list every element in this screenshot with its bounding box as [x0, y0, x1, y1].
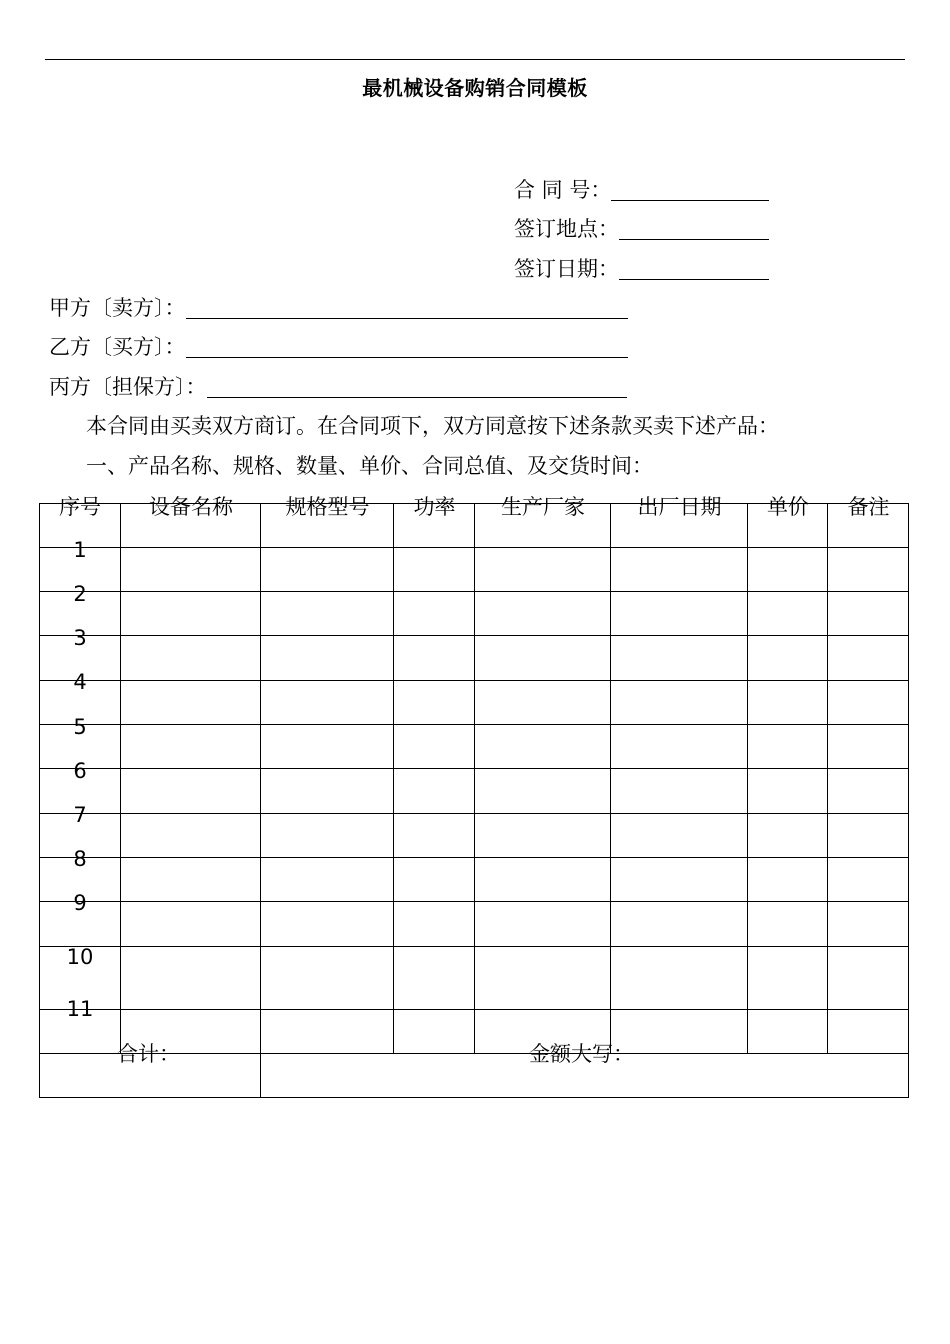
header-model: 规格型号	[285, 495, 370, 519]
header-manufacture-date: 出厂日期	[637, 495, 722, 519]
contract-number-field	[514, 178, 769, 202]
party-a-field	[49, 296, 628, 320]
header-index: 序号	[59, 495, 101, 519]
total-label: 合计：	[117, 1042, 180, 1066]
row-number: 7	[73, 803, 87, 827]
party-c-field	[49, 375, 627, 399]
row-number: 6	[73, 759, 87, 783]
header-power: 功率	[413, 495, 456, 519]
party-b-blank[interactable]	[186, 337, 628, 358]
signing-date-field	[514, 257, 769, 281]
header-manufacturer: 生产厂家	[501, 495, 585, 519]
row-number: 1	[73, 538, 87, 562]
header-remarks: 备注	[847, 495, 890, 519]
signing-place-label: 签订地点：	[514, 217, 619, 241]
party-c-label: 丙方〔担保方〕：	[49, 375, 207, 399]
row-number: 2	[73, 582, 87, 606]
table-grid	[39, 503, 909, 1098]
party-c-blank[interactable]	[207, 377, 627, 398]
row-number: 4	[73, 670, 87, 694]
signing-date-label: 签订日期：	[514, 257, 619, 281]
signing-place-field	[514, 217, 769, 241]
signing-date-blank[interactable]	[619, 259, 769, 280]
party-b-field	[49, 335, 628, 359]
row-number: 8	[73, 847, 87, 871]
row-number: 3	[73, 626, 87, 650]
section-1-heading: 一、产品名称、规格、数量、单价、合同总值、及交货时间：	[86, 454, 653, 478]
party-a-label: 甲方〔卖方〕：	[49, 296, 186, 320]
header-rule	[45, 59, 905, 60]
signing-place-blank[interactable]	[619, 219, 769, 240]
contract-number-blank[interactable]	[611, 180, 769, 201]
product-table	[39, 495, 909, 1098]
row-number: 11	[66, 997, 94, 1021]
amount-in-words-label: 金额大写：	[529, 1042, 634, 1066]
document-title: 最机械设备购销合同模板	[362, 76, 588, 100]
row-number: 5	[73, 715, 87, 739]
header-unit-price: 单价	[767, 495, 809, 519]
row-number: 10	[66, 945, 94, 969]
party-b-label: 乙方〔买方〕：	[49, 335, 186, 359]
contract-number-label: 合 同 号：	[514, 178, 612, 202]
party-a-blank[interactable]	[186, 298, 628, 319]
row-number: 9	[73, 891, 87, 915]
intro-paragraph: 本合同由买卖双方商订。在合同项下，双方同意按下述条款买卖下述产品：	[86, 414, 779, 438]
header-equipment-name: 设备名称	[149, 495, 233, 519]
